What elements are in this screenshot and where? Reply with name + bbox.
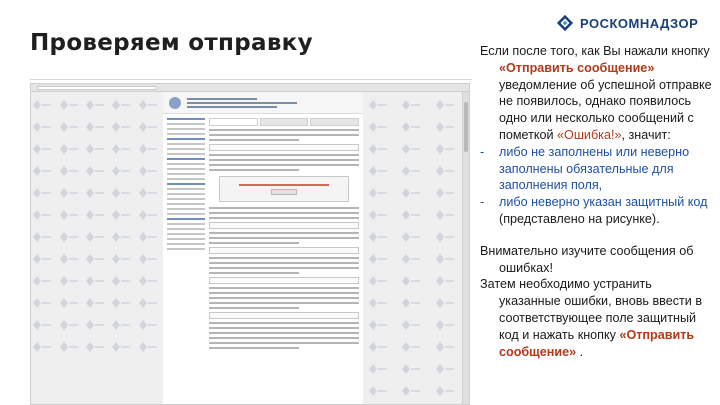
watermark-logo-icon bbox=[84, 340, 106, 354]
watermark-logo-icon bbox=[31, 340, 53, 354]
watermark-logo-icon bbox=[400, 384, 422, 398]
watermark-logo-icon bbox=[367, 230, 389, 244]
instruction-text bbox=[480, 43, 714, 360]
error-ok-button bbox=[271, 189, 297, 195]
paragraph-intro: Если после того, как Вы нажали кнопку «Отправить сообщение» уведомление об успешной отправке не появилось, однако появилось одно или несколько сообщений с пометкой «Ошибка!», значит: bbox=[480, 44, 712, 142]
watermark-logo-icon bbox=[58, 230, 80, 244]
watermark-logo-icon bbox=[434, 98, 456, 112]
watermark-logo-icon bbox=[84, 98, 106, 112]
watermark-logo-icon bbox=[137, 186, 159, 200]
watermark-logo-icon bbox=[110, 318, 132, 332]
watermark-logo-icon bbox=[400, 252, 422, 266]
form-field bbox=[209, 312, 359, 319]
watermark-logo-icon bbox=[137, 274, 159, 288]
watermark-logo-icon bbox=[58, 186, 80, 200]
watermark-logo-icon bbox=[400, 208, 422, 222]
watermark-logo-icon bbox=[84, 208, 106, 222]
watermark-logo-icon bbox=[367, 252, 389, 266]
watermark-logo-icon bbox=[110, 274, 132, 288]
watermark-logo-icon bbox=[367, 120, 389, 134]
watermark-logo-icon bbox=[367, 274, 389, 288]
watermark-logo-icon bbox=[434, 274, 456, 288]
watermark-logo-icon bbox=[110, 230, 132, 244]
watermark-logo-icon bbox=[400, 318, 422, 332]
watermark-logo-icon bbox=[434, 384, 456, 398]
watermark-logo-icon bbox=[31, 296, 53, 310]
watermark-logo-icon bbox=[434, 142, 456, 156]
watermark-logo-icon bbox=[110, 252, 132, 266]
watermark-logo-icon bbox=[434, 362, 456, 376]
watermark-logo-icon bbox=[400, 98, 422, 112]
watermark-logo-icon bbox=[367, 208, 389, 222]
captcha-field bbox=[209, 277, 359, 284]
roskomnadzor-logo bbox=[556, 12, 698, 34]
watermark-logo-icon bbox=[31, 164, 53, 178]
error-mark-reference: «Ошибка!» bbox=[557, 127, 622, 142]
watermark-logo-icon bbox=[137, 340, 159, 354]
watermark-logo-icon bbox=[434, 318, 456, 332]
watermark-logo-icon bbox=[367, 164, 389, 178]
logo-text: РОСКОМНАДЗОР bbox=[580, 15, 699, 31]
watermark-logo-icon bbox=[367, 318, 389, 332]
watermark-logo-icon bbox=[84, 142, 106, 156]
watermark-logo-icon bbox=[400, 164, 422, 178]
watermark-logo-icon bbox=[367, 142, 389, 156]
watermark-logo-icon bbox=[84, 274, 106, 288]
watermark-logo-icon bbox=[58, 274, 80, 288]
watermark-logo-icon bbox=[367, 340, 389, 354]
watermark-logo-icon bbox=[434, 120, 456, 134]
watermark-logo-icon bbox=[84, 318, 106, 332]
form-field bbox=[209, 144, 359, 151]
list-item-captcha: - либо неверно указан защитный код (представлено на рисунке). bbox=[480, 195, 708, 226]
watermark-logo-icon bbox=[58, 252, 80, 266]
watermark-logo-icon bbox=[137, 98, 159, 112]
paragraph-study-errors: Внимательно изучите сообщения об ошибках! bbox=[480, 243, 694, 275]
browser-scrollbar bbox=[462, 92, 469, 404]
form-tabs bbox=[209, 118, 359, 126]
watermark-logo-icon bbox=[110, 120, 132, 134]
watermark-logo-icon bbox=[31, 318, 53, 332]
watermark-logo-icon bbox=[84, 230, 106, 244]
browser-address-bar bbox=[31, 84, 469, 92]
watermark-logo-icon bbox=[137, 142, 159, 156]
watermark-logo-icon bbox=[31, 274, 53, 288]
watermark-logo-icon bbox=[58, 164, 80, 178]
watermark-logo-icon bbox=[110, 164, 132, 178]
watermark-logo-icon bbox=[434, 340, 456, 354]
watermark-logo-icon bbox=[400, 340, 422, 354]
watermark-logo-icon bbox=[110, 98, 132, 112]
watermark-logo-icon bbox=[58, 142, 80, 156]
watermark-logo-icon bbox=[434, 296, 456, 310]
form-field bbox=[209, 247, 359, 254]
watermark-logo-icon bbox=[84, 186, 106, 200]
watermark-logo-icon bbox=[367, 296, 389, 310]
watermark-logo-icon bbox=[110, 340, 132, 354]
watermark-logo-icon bbox=[434, 164, 456, 178]
watermark-logo-icon bbox=[110, 296, 132, 310]
error-message-box bbox=[219, 176, 349, 202]
watermark-logo-icon bbox=[58, 318, 80, 332]
watermark-logo-icon bbox=[137, 252, 159, 266]
watermark-logo-icon bbox=[84, 164, 106, 178]
watermark-logo-icon bbox=[31, 230, 53, 244]
form-screenshot bbox=[30, 83, 470, 405]
watermark-logo-icon bbox=[367, 362, 389, 376]
scrollbar-thumb bbox=[464, 102, 468, 152]
watermark-logo-icon bbox=[400, 230, 422, 244]
watermark-logo-icon bbox=[137, 164, 159, 178]
watermark-logo-icon bbox=[31, 142, 53, 156]
watermark-logo-icon bbox=[137, 296, 159, 310]
form-main bbox=[209, 118, 359, 349]
watermark-logo-icon bbox=[400, 274, 422, 288]
watermark-logo-icon bbox=[434, 208, 456, 222]
watermark-logo-icon bbox=[58, 98, 80, 112]
watermark-logo-icon bbox=[58, 340, 80, 354]
watermark-logo-icon bbox=[110, 186, 132, 200]
watermark-panel-right bbox=[363, 92, 464, 405]
watermark-logo-icon bbox=[400, 142, 422, 156]
watermark-logo-icon bbox=[58, 296, 80, 310]
title-divider bbox=[30, 79, 472, 80]
watermark-logo-icon bbox=[434, 230, 456, 244]
watermark-logo-icon bbox=[58, 208, 80, 222]
roskomnadzor-logo-icon bbox=[556, 14, 574, 32]
slide-title: Проверяем отправку bbox=[30, 30, 313, 56]
watermark-logo-icon bbox=[84, 120, 106, 134]
browser-url-field bbox=[37, 86, 157, 90]
watermark-logo-icon bbox=[400, 362, 422, 376]
watermark-logo-icon bbox=[137, 318, 159, 332]
form-page-header bbox=[163, 92, 363, 114]
watermark-logo-icon bbox=[367, 98, 389, 112]
send-button-reference: «Отправить сообщение» bbox=[499, 327, 695, 359]
form-page bbox=[163, 92, 363, 405]
watermark-logo-icon bbox=[434, 186, 456, 200]
watermark-logo-icon bbox=[137, 230, 159, 244]
send-button-reference: «Отправить сообщение» bbox=[499, 60, 655, 75]
watermark-logo-icon bbox=[31, 120, 53, 134]
watermark-logo-icon bbox=[400, 120, 422, 134]
watermark-logo-icon bbox=[110, 142, 132, 156]
paragraph-fix-errors: Затем необходимо устранить указанные ошибки, вновь ввести в соответствующее поле защитный код и нажать кнопку «Отправить сообщение» . bbox=[480, 277, 703, 359]
watermark-logo-icon bbox=[31, 252, 53, 266]
watermark-logo-icon bbox=[84, 252, 106, 266]
emblem-icon bbox=[169, 97, 181, 109]
watermark-logo-icon bbox=[31, 186, 53, 200]
watermark-logo-icon bbox=[110, 208, 132, 222]
watermark-logo-icon bbox=[367, 384, 389, 398]
watermark-logo-icon bbox=[58, 120, 80, 134]
watermark-logo-icon bbox=[400, 186, 422, 200]
watermark-logo-icon bbox=[434, 252, 456, 266]
form-field bbox=[209, 222, 359, 229]
watermark-logo-icon bbox=[137, 120, 159, 134]
watermark-logo-icon bbox=[31, 208, 53, 222]
watermark-logo-icon bbox=[400, 296, 422, 310]
watermark-logo-icon bbox=[84, 296, 106, 310]
form-sidebar bbox=[167, 118, 205, 349]
list-item-required-fields: - либо не заполнены или неверно заполнены обязательные для заполнения поля, bbox=[480, 144, 690, 193]
watermark-logo-icon bbox=[31, 98, 53, 112]
watermark-logo-icon bbox=[367, 186, 389, 200]
watermark-panel-left bbox=[31, 92, 163, 405]
watermark-logo-icon bbox=[137, 208, 159, 222]
